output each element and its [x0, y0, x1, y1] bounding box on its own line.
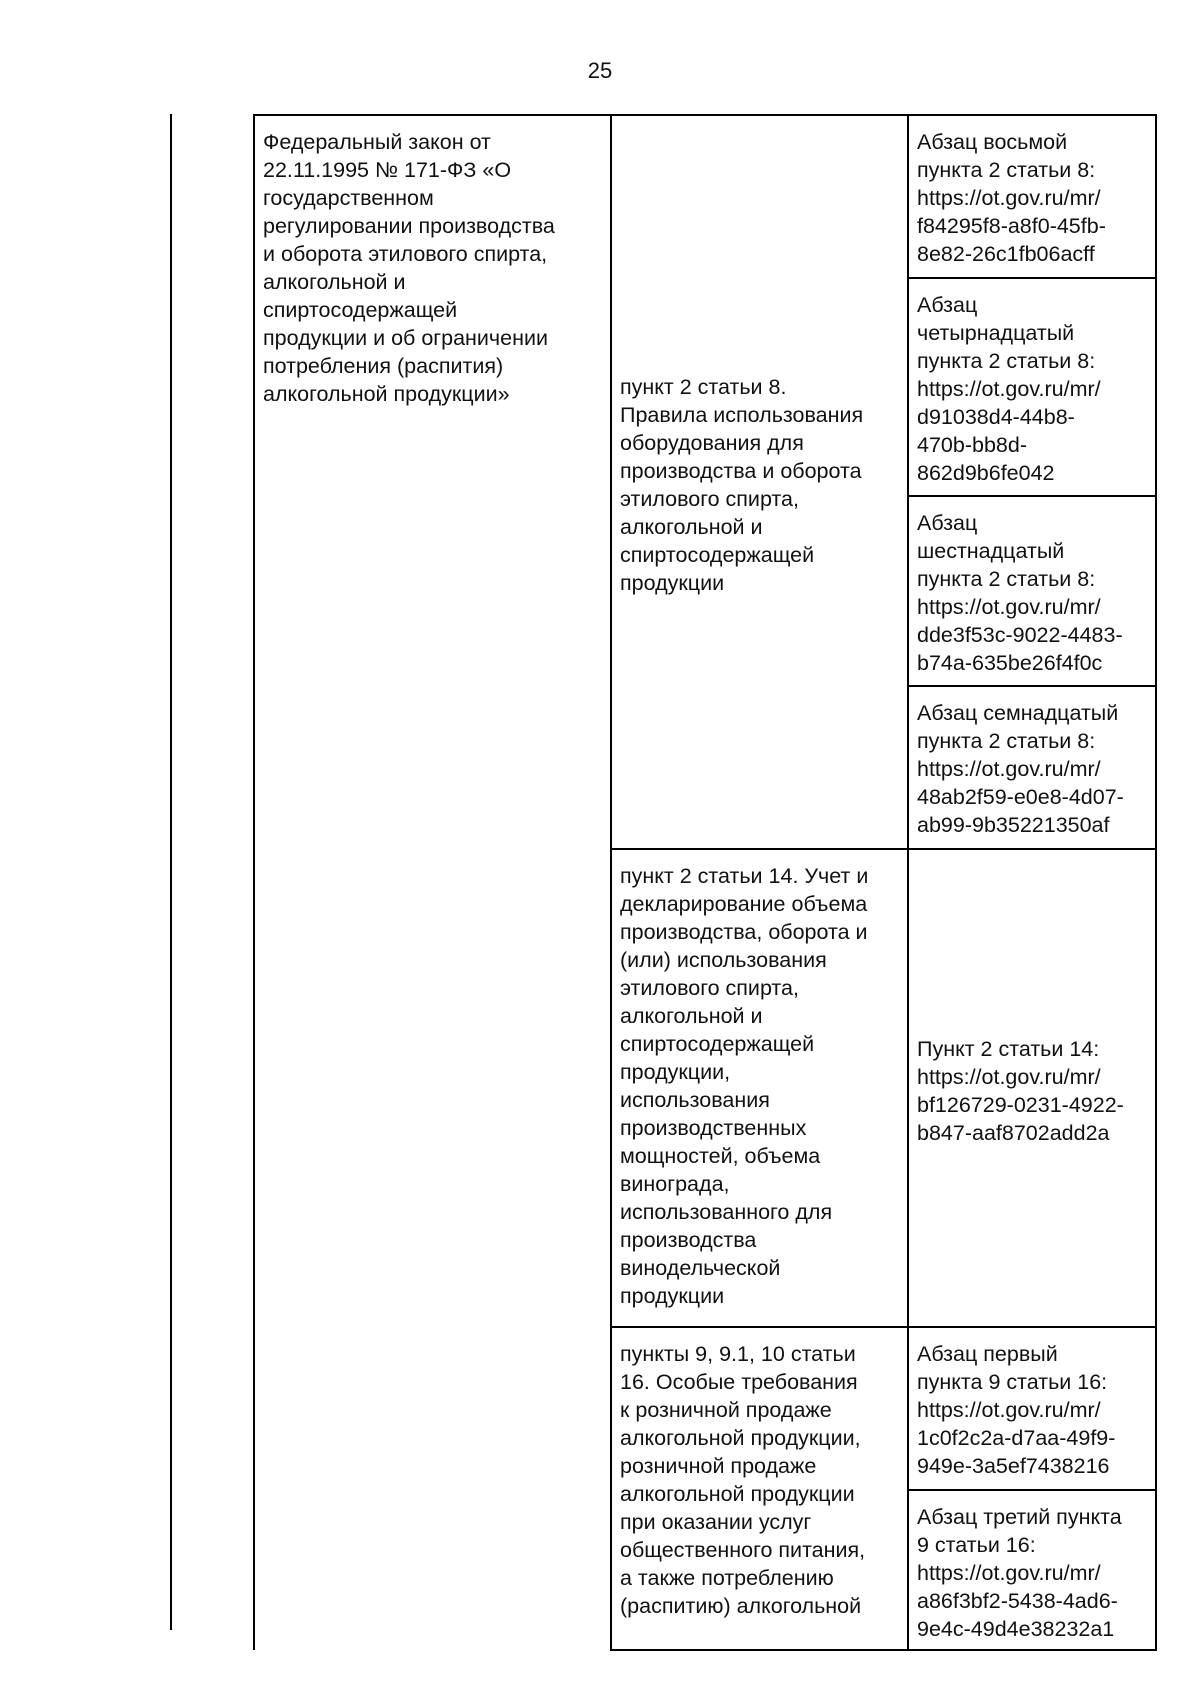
text-line: пункты 9, 9.1, 10 статьи [620, 1342, 856, 1366]
reference-cell [908, 496, 1156, 686]
text-line: 16. Особые требования [620, 1370, 858, 1394]
text-line: f84295f8-a8f0-45fb- [917, 214, 1106, 238]
text-line: продукции [620, 571, 725, 595]
text-line: b74a-635be26f4f0c [917, 651, 1103, 675]
text-line: https://ot.gov.ru/mr/ [917, 1398, 1101, 1422]
text-line: https://ot.gov.ru/mr/ [917, 1065, 1101, 1089]
text-line: мощностей, объема [620, 1144, 821, 1168]
text-line: Абзац третий пункта [917, 1505, 1122, 1529]
provision-cell [611, 849, 908, 1327]
text-line: 9 статьи 16: [917, 1533, 1036, 1557]
text-line: пункта 2 статьи 8: [917, 729, 1096, 753]
text-line: Абзац [917, 511, 978, 535]
text-line: https://ot.gov.ru/mr/ [917, 1561, 1101, 1585]
text-line: (распитию) алкогольной [620, 1594, 862, 1618]
text-line: продукции [620, 1284, 725, 1308]
text-line: 48ab2f59-e0e8-4d07- [917, 785, 1124, 809]
text-line: Пункт 2 статьи 14: [917, 1037, 1100, 1061]
text-line: потребления (распития) [263, 354, 504, 378]
text-line: производства и оборота [620, 459, 862, 483]
text-line: Федеральный закон от [263, 130, 491, 154]
text-line: 9e4c-49d4e38232a1 [917, 1617, 1115, 1641]
text-line: 22.11.1995 № 171-ФЗ «О [263, 158, 512, 182]
text-line: использованного для [620, 1200, 833, 1224]
text-line: пункта 2 статьи 8: [917, 349, 1096, 373]
text-line: четырнадцатый [917, 321, 1075, 345]
text-line: Абзац семнадцатый [917, 701, 1119, 725]
text-line: к розничной продаже [620, 1398, 832, 1422]
text-line: Абзац [917, 293, 978, 317]
text-line: пункта 9 статьи 16: [917, 1370, 1108, 1394]
text-line: спиртосодержащей [620, 543, 815, 567]
provision-cell [611, 1327, 908, 1650]
text-line: шестнадцатый [917, 539, 1065, 563]
text-line: алкогольной продукции, [620, 1426, 861, 1450]
text-line: пункта 2 статьи 8: [917, 567, 1096, 591]
text-line: https://ot.gov.ru/mr/ [917, 186, 1101, 210]
text-line: Абзац первый [917, 1342, 1058, 1366]
text-line: https://ot.gov.ru/mr/ [917, 595, 1101, 619]
text-line: этилового спирта, [620, 976, 799, 1000]
text-line: продукции, [620, 1060, 731, 1084]
text-line: https://ot.gov.ru/mr/ [917, 377, 1101, 401]
reference-cell [908, 115, 1156, 278]
reference-cell [908, 278, 1156, 496]
text-line: алкогольной и [263, 270, 406, 294]
text-line: и оборота этилового спирта, [263, 242, 548, 266]
text-line: продукции и об ограничении [263, 326, 548, 350]
text-line: 8e82-26c1fb06acff [917, 242, 1095, 266]
text-line: ab99-9b35221350af [917, 813, 1110, 837]
text-line: розничной продаже [620, 1454, 817, 1478]
text-line: использования [620, 1088, 770, 1112]
provision-cell [611, 115, 908, 849]
text-line: (или) использования [620, 948, 827, 972]
requirements-table [253, 114, 1157, 1651]
text-line: алкогольной продукции» [263, 382, 510, 406]
text-line: спиртосодержащей [620, 1032, 815, 1056]
text-line: производства, оборота и [620, 920, 868, 944]
text-line: b847-aaf8702add2a [917, 1121, 1110, 1145]
text-line: при оказании услуг [620, 1510, 812, 1534]
text-line: Правила использования [620, 403, 864, 427]
text-line: общественного питания, [620, 1538, 866, 1562]
text-line: алкогольной продукции [620, 1482, 855, 1506]
text-line: 949e-3a5ef7438216 [917, 1454, 1110, 1478]
text-line: государственном [263, 186, 434, 210]
text-line: алкогольной и [620, 515, 763, 539]
text-line: d91038d4-44b8- [917, 405, 1075, 429]
text-line: Абзац восьмой [917, 130, 1068, 154]
text-line: оборудования для [620, 431, 804, 455]
left-margin-rule [170, 114, 172, 1630]
text-line: bf126729-0231-4922- [917, 1093, 1124, 1117]
text-line: a86f3bf2-5438-4ad6- [917, 1589, 1118, 1613]
text-line: этилового спирта, [620, 487, 799, 511]
reference-cell [908, 849, 1156, 1327]
text-line: пункт 2 статьи 8. [620, 375, 787, 399]
reference-cell [908, 1490, 1156, 1650]
reference-cell [908, 1327, 1156, 1490]
text-line: регулировании производства [263, 214, 555, 238]
text-line: спиртосодержащей [263, 298, 458, 322]
text-line: декларирование объема [620, 892, 868, 916]
text-line: винограда, [620, 1172, 730, 1196]
text-line: 862d9b6fe042 [917, 461, 1055, 485]
text-line: 470b-bb8d- [917, 433, 1027, 457]
text-line: 1c0f2c2a-d7aa-49f9- [917, 1426, 1116, 1450]
page-number: 25 [587, 58, 613, 83]
text-line: https://ot.gov.ru/mr/ [917, 757, 1101, 781]
text-line: винодельческой [620, 1256, 781, 1280]
text-line: а также потреблению [620, 1566, 834, 1590]
text-line: пункт 2 статьи 14. Учет и [620, 864, 869, 888]
text-line: алкогольной и [620, 1004, 763, 1028]
text-line: производственных [620, 1116, 807, 1140]
text-line: пункта 2 статьи 8: [917, 158, 1096, 182]
law-cell [254, 115, 611, 1650]
reference-cell [908, 686, 1156, 849]
text-line: производства [620, 1228, 757, 1252]
text-line: dde3f53c-9022-4483- [917, 623, 1123, 647]
